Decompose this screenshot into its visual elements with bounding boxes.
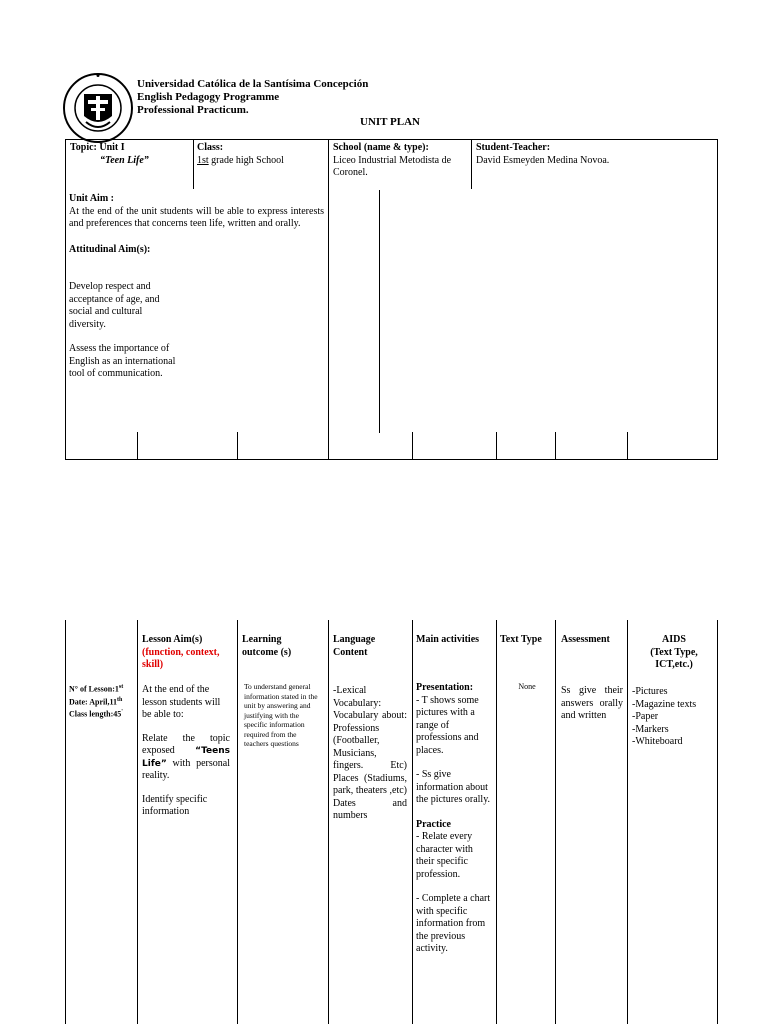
header-text-type: Text Type [500,634,542,645]
aids-list [632,686,716,749]
attitudinal-aims [69,281,177,381]
lesson-info [69,682,137,720]
presentation-activity-1: - T shows some pictures with a range of professions and places. [416,694,479,756]
lesson-aim-content [142,684,230,819]
language-content-text: -Lexical Vocabulary: Vocabulary about: Professions (Footballer, Musicians, fingers. Etc) Places (Stadiums, park, theaters ,etc) Dates and numbers [333,685,407,821]
assessment-text: Ss give their answers orally and written [561,685,623,721]
university-seal-logo [62,72,134,144]
unit-aim-text: At the end of the unit students will be able to express interests and preferences that concerns teen life, written and orally. [69,205,324,229]
unit-aim-block [69,193,324,256]
practice-activity-1: - Relate every character with their specific profession. [416,831,473,880]
aids-item: -Magazine texts [632,698,697,710]
school-cell [333,142,469,180]
practice-activity-2: - Complete a chart with specific information from the previous activity. [416,893,491,954]
teacher-label: Student-Teacher: [476,142,551,153]
header-main-activities: Main activities [416,634,480,645]
lesson-length: Class length:45' [69,709,123,719]
class-cell [197,142,325,167]
header-aids-sub: (Text Type, ICT,etc.) [650,646,698,670]
aids-item: -Markers [632,723,669,735]
class-value: 1st grade high School [197,154,284,166]
teacher-cell [476,142,716,167]
lesson-number: N° of Lesson:1st [69,684,124,694]
text-type-value: None [518,682,536,691]
header-language-content: Language Content [333,634,376,658]
class-label: Class: [197,142,224,153]
header-lesson-aim: Lesson Aim(s) (function, context, skill) [142,634,236,672]
unit-aim-label: Unit Aim : [69,193,114,204]
practice-label: Practice [416,818,451,830]
aids-item: -Pictures [632,686,668,697]
topic-cell [70,142,192,167]
presentation-label: Presentation: [416,682,474,693]
lesson-aim-intro: At the end of the lesson students will be able to: [142,684,221,720]
aids-item: -Paper [632,711,659,722]
lesson-date: Date: April,11th [69,696,123,707]
header-aids: AIDS (Text Type, ICT,etc.) [632,634,716,672]
learning-outcome-text: To understand general information stated in the unit by answering and justifying with the specific information required from the teachers questions [244,682,318,748]
main-activities-content [416,682,492,956]
page-title: UNIT PLAN [360,116,421,128]
lesson-aim-identify: Identify specific information [142,793,208,817]
attitudinal-aim-2: Assess the importance of English as an international tool of communication. [69,343,176,379]
aids-item: -Whiteboard [632,736,683,747]
presentation-activity-2: - Ss give information about the pictures orally. [416,769,491,805]
university-name: Universidad Católica de la Santísima Concepción [137,78,369,90]
lesson-aim-relate: Relate the topic exposed “Teens Life” with personal reality. [142,732,230,781]
practicum-name: Professional Practicum. [137,104,249,116]
topic-label: Topic: Unit I [70,142,125,153]
header-lesson-aim-sub: (function, context, skill) [142,646,220,670]
attitudinal-label: Attitudinal Aim(s): [69,243,151,255]
header-assessment: Assessment [561,634,610,645]
school-value: Liceo Industrial Metodista de Coronel. [333,154,452,178]
attitudinal-aim-1: Develop respect and acceptance of age, and social and cultural diversity. [69,281,160,330]
school-label: School (name & type): [333,142,429,153]
programme-name: English Pedagogy Programme [137,91,280,103]
teacher-value: David Esmeyden Medina Novoa. [476,154,610,166]
header-learning-outcome: Learning outcome (s) [242,634,292,658]
topic-value: “Teen Life” [100,154,149,166]
